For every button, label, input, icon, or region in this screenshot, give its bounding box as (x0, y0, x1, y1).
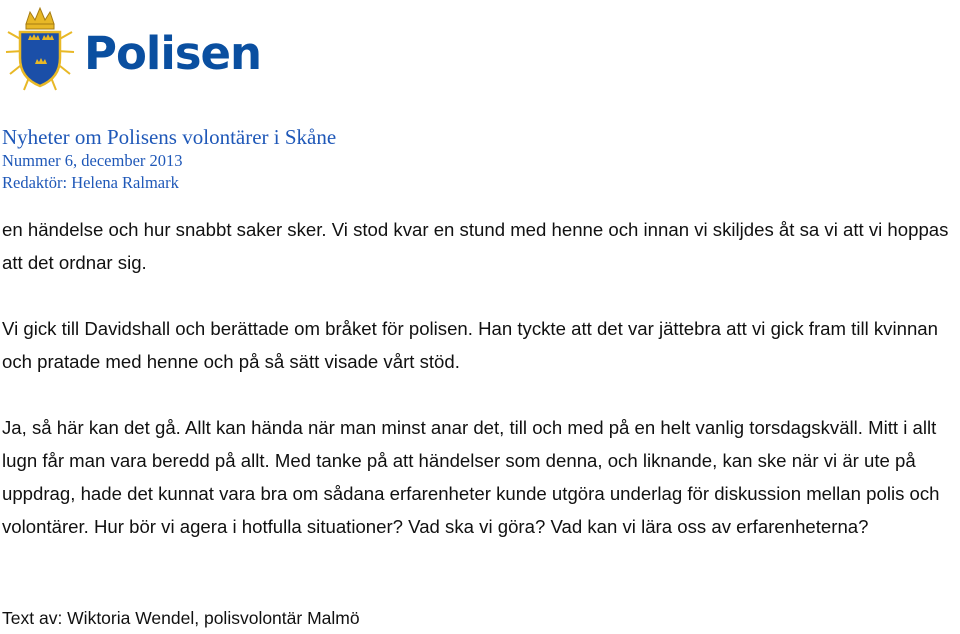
article-body (2, 213, 960, 543)
paragraph-3: Ja, så här kan det gå. Allt kan hända när man minst anar det, till och med på en helt vanlig torsdagskväll. Mitt i allt lugn får man vara beredd på allt. Med tanke på att händelser som denna, och liknande, kan ske när vi är ute på uppdrag, hade det kunnat vara bra om sådana erfarenheter kunde utgöra underlag för diskussion mellan polis och volontärer. Hur bör vi agera i hotfulla situationer? Vad ska vi göra? Vad kan vi lära oss av erfarenheterna? (2, 417, 940, 537)
brand-name: Polisen (84, 27, 262, 80)
author-credit: Text av: Wiktoria Wendel, polisvolontär Malmö (2, 608, 360, 628)
paragraph-2: Vi gick till Davidshall och berättade om bråket för polisen. Han tyckte att det var jättebra att vi gick fram till kvinnan och pratade med henne och på så sätt visade vårt stöd. (2, 318, 938, 372)
paragraph-1: en händelse och hur snabbt saker sker. Vi stod kvar en stund med henne och innan vi skiljdes åt sa vi att vi hoppas att det ordnar sig. (2, 219, 949, 273)
newsletter-title: Nyheter om Polisens volontärer i Skåne (2, 125, 337, 149)
police-crest-icon (4, 2, 76, 94)
newsletter-issue: Nummer 6, december 2013 (2, 151, 183, 170)
newsletter-header (2, 124, 336, 194)
polisen-logo (4, 2, 262, 94)
newsletter-editor: Redaktör: Helena Ralmark (2, 173, 179, 192)
